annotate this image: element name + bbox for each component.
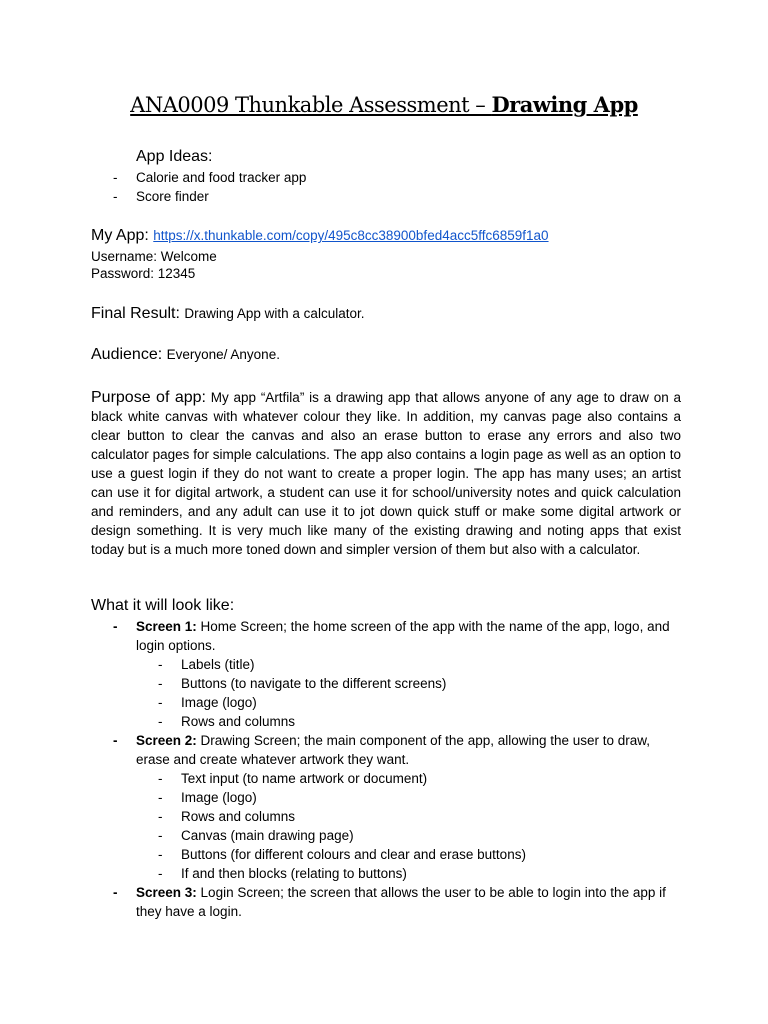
title-app-name: Drawing App (491, 92, 638, 117)
dash-marker: - (113, 170, 118, 185)
dash-marker: - (113, 189, 118, 204)
screen-2-text: Drawing Screen; the main component of the app, allowing the user to draw, erase and create whatever artwork they want. (136, 733, 651, 767)
list-item (158, 864, 683, 883)
dash-marker: - (158, 828, 163, 843)
final-result-value: Drawing App with a calculator. (184, 306, 365, 321)
app-ideas-list (113, 168, 306, 206)
dash-marker: - (158, 771, 163, 786)
purpose-section (91, 388, 681, 559)
bullet-marker: - (113, 733, 118, 748)
list-item-text: Image (logo) (181, 790, 257, 805)
my-app-section (91, 227, 549, 245)
final-result-section (91, 305, 364, 323)
dash-marker: - (158, 714, 163, 729)
list-item (158, 693, 683, 712)
list-item (158, 712, 683, 731)
screen-2-description (136, 733, 650, 767)
dash-marker: - (158, 847, 163, 862)
list-item-text: Calorie and food tracker app (136, 170, 307, 185)
list-item-text: Canvas (main drawing page) (181, 828, 354, 843)
list-item (158, 788, 683, 807)
list-item (158, 674, 683, 693)
list-item-text: Rows and columns (181, 809, 296, 824)
screen-1-components (136, 655, 683, 731)
final-result-label: Final Result: (91, 305, 180, 322)
my-app-link[interactable]: https://x.thunkable.com/copy/495c8cc38900bfed4acc5ffc6859f1a0 (153, 228, 549, 243)
list-item (158, 845, 683, 864)
list-item (158, 655, 683, 674)
list-item (158, 807, 683, 826)
list-item-text: If and then blocks (relating to buttons) (181, 866, 407, 881)
document-title (0, 92, 768, 117)
screen-3-label: Screen 3: (136, 885, 197, 900)
purpose-label: Purpose of app: (91, 389, 206, 406)
my-app-label: My App: (91, 227, 149, 244)
password-text: Password: 12345 (91, 266, 196, 281)
list-item (158, 826, 683, 845)
list-item-text: Rows and columns (181, 714, 296, 729)
list-item-text: Labels (title) (181, 657, 255, 672)
username-text: Username: Welcome (91, 249, 217, 264)
list-item (113, 187, 306, 206)
audience-label: Audience: (91, 346, 163, 363)
dash-marker: - (158, 790, 163, 805)
dash-marker: - (158, 657, 163, 672)
look-heading: What it will look like: (91, 597, 235, 614)
screen-2-components (136, 769, 683, 883)
title-main: ANA0009 Thunkable Assessment – (130, 93, 492, 117)
screens-list (113, 617, 683, 921)
screen-2-item (113, 731, 683, 883)
bullet-marker: - (113, 619, 118, 634)
list-item-text: Score finder (136, 189, 209, 204)
list-item-text: Buttons (to navigate to the different screens) (181, 676, 447, 691)
dash-marker: - (158, 809, 163, 824)
dash-marker: - (158, 695, 163, 710)
screen-3-description (136, 885, 666, 919)
dash-marker: - (158, 866, 163, 881)
app-ideas-heading: App Ideas: (136, 148, 213, 165)
audience-value: Everyone/ Anyone. (166, 347, 280, 362)
bullet-marker: - (113, 885, 118, 900)
dash-marker: - (158, 676, 163, 691)
screen-2-label: Screen 2: (136, 733, 197, 748)
list-item (158, 769, 683, 788)
audience-section (91, 346, 280, 364)
screen-1-text: Home Screen; the home screen of the app with the name of the app, logo, and login options. (136, 619, 670, 653)
screen-3-text: Login Screen; the screen that allows the user to be able to login into the app if they have a login. (136, 885, 666, 919)
list-item-text: Text input (to name artwork or document) (181, 771, 428, 786)
screen-1-label: Screen 1: (136, 619, 197, 634)
purpose-text: My app “Artfila” is a drawing app that allows anyone of any age to draw on a black white canvas with whatever colour they like. In addition, my canvas page also contains a clear button to clear the canvas and also an erase button to erase any errors and also two calculator pages for simple calculations. The app also contains a login page as well as an option to use a guest login if they do not want to create a proper login. The app has many uses; an artist can use it for digital artwork, a student can use it for school/university notes and quick calculation and reminders, and any adult can use it to jot down quick stuff or make some digital artwork or design something. It is very much like many of the existing drawing and noting apps that exist today but is a much more toned down and simpler version of them but also with a calculator. (91, 390, 681, 557)
list-item-text: Image (logo) (181, 695, 257, 710)
screen-1-description (136, 619, 670, 653)
screen-3-item (113, 883, 683, 921)
screen-1-item (113, 617, 683, 731)
list-item (113, 168, 306, 187)
list-item-text: Buttons (for different colours and clear and erase buttons) (181, 847, 526, 862)
